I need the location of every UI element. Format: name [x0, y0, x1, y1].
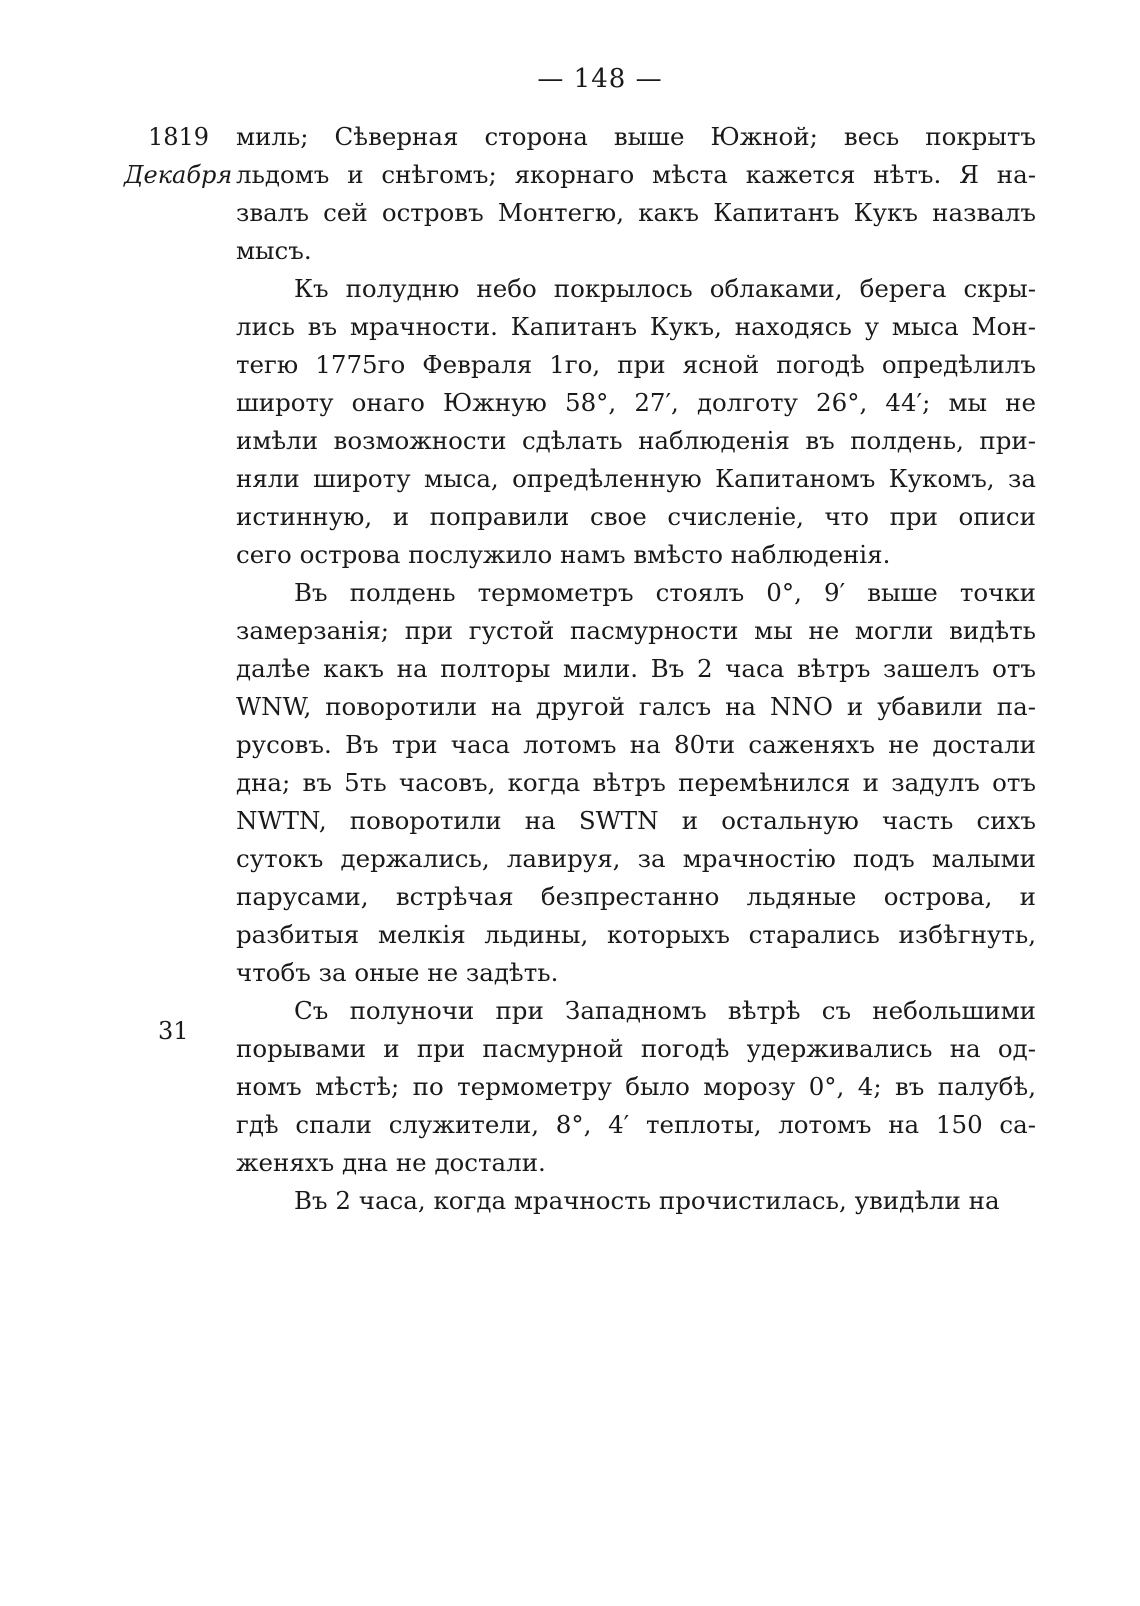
text-line: парусами, встрѣчая безпрестанно льдяные острова, и	[236, 882, 1036, 911]
margin-year: 1819	[148, 123, 210, 151]
text-line: WNW, поворотили на другой галсъ на NNO и убавили па-	[236, 692, 1036, 721]
text-line: сутокъ держались, лавируя, за мрачностію подъ малыми	[236, 844, 1036, 873]
margin-month: Декабря	[124, 161, 233, 189]
text-line: Въ 2 часа, когда мрачность прочистилась, увидѣли на	[294, 1186, 1000, 1215]
text-line: мысъ.	[236, 236, 312, 265]
text-line: миль; Сѣверная сторона выше Южной; весь покрытъ	[236, 122, 1036, 151]
text-line: звалъ сей островъ Монтегю, какъ Капитанъ Кукъ назвалъ	[236, 198, 1036, 227]
text-line: льдомъ и снѣгомъ; якорнаго мѣста кажется нѣтъ. Я на-	[236, 160, 1036, 189]
text-line: порывами и при пасмурной погодѣ удерживались на од-	[236, 1034, 1036, 1063]
text-column	[236, 118, 1036, 1220]
paragraph	[236, 270, 1036, 574]
text-line: NWTN, поворотили на SWTN и остальную часть сихъ	[236, 806, 1036, 835]
text-line: широту онаго Южную 58°, 27′, долготу 26°, 44′; мы не	[236, 388, 1036, 417]
paragraph	[236, 118, 1036, 270]
text-line: Къ полудню небо покрылось облаками, берега скры-	[294, 274, 1036, 303]
paragraph	[236, 574, 1036, 992]
text-line: замерзанія; при густой пасмурности мы не могли видѣть	[236, 616, 1036, 645]
text-line: гдѣ спали служители, 8°, 4′ теплоты, лотомъ на 150 са-	[236, 1110, 1036, 1139]
text-line: Въ полдень термометръ стоялъ 0°, 9′ выше точки	[294, 578, 1036, 607]
text-line: далѣе какъ на полторы мили. Въ 2 часа вѣтръ зашелъ отъ	[236, 654, 1036, 683]
text-line: няли широту мыса, опредѣленную Капитаномъ Кукомъ, за	[236, 464, 1036, 493]
text-line: номъ мѣстѣ; по термометру было морозу 0°, 4; въ палубѣ,	[236, 1072, 1036, 1101]
paragraph	[236, 992, 1036, 1182]
paragraph	[236, 1182, 1036, 1220]
text-line: разбитыя мелкія льдины, которыхъ старались избѣгнуть,	[236, 920, 1036, 949]
text-line: имѣли возможности сдѣлать наблюденія въ полдень, при-	[236, 426, 1036, 455]
text-line: русовъ. Въ три часа лотомъ на 80ти саженяхъ не достали	[236, 730, 1036, 759]
text-line: женяхъ дна не достали.	[236, 1148, 546, 1177]
text-line: сего острова послужило намъ вмѣсто наблюденія.	[236, 540, 891, 569]
text-line: чтобъ за оные не задѣть.	[236, 958, 559, 987]
page-number: — 148 —	[537, 64, 663, 94]
text-line: дна; въ 5ть часовъ, когда вѣтръ перемѣнился и задулъ отъ	[236, 768, 1036, 797]
text-line: истинную, и поправили свое счисленіе, что при описи	[236, 502, 1036, 531]
text-line: Съ полуночи при Западномъ вѣтрѣ съ небольшими	[294, 996, 1036, 1025]
text-line: лись въ мрачности. Капитанъ Кукъ, находясь у мыса Мон-	[236, 312, 1036, 341]
margin-day: 31	[158, 1017, 189, 1045]
text-line: тегю 1775го Февраля 1го, при ясной погодѣ опредѣлилъ	[236, 350, 1036, 379]
